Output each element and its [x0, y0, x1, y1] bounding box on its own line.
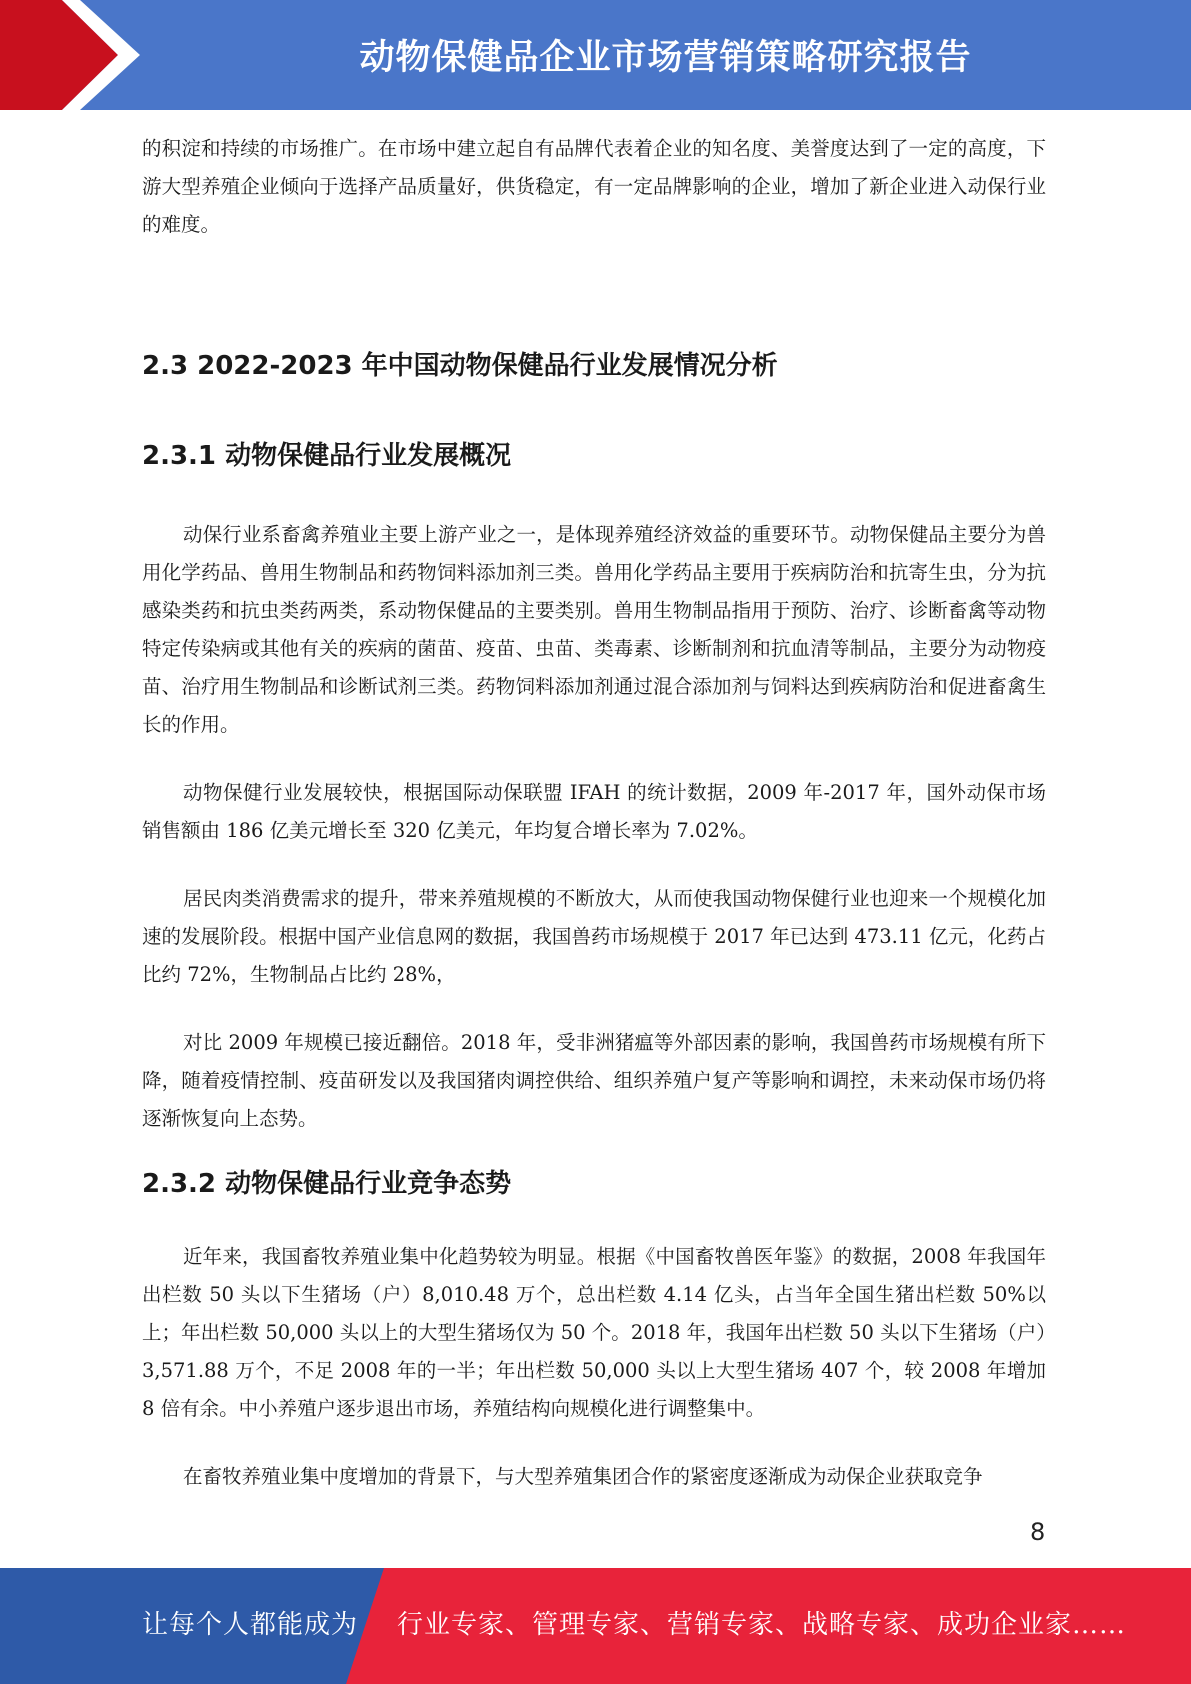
subsection-heading-2-3-2: 2.3.2 动物保健品行业竞争态势 — [142, 1169, 512, 1199]
page-header — [0, 0, 1191, 110]
paragraph: 动保行业系畜禽养殖业主要上游产业之一，是体现养殖经济效益的重要环节。动物保健品主要分为兽用化学药品、兽用生物制品和药物饲料添加剂三类。兽用化学药品主要用于疾病防治和抗寄生虫，分为抗感染类药和抗虫类药两类，系动物保健品的主要类别。兽用生物制品指用于预防、治疗、诊断畜禽等动物特定传染病或其他有关的疾病的菌苗、疫苗、虫苗、类毒素、诊断制剂和抗血清等制品，主要分为动物疫苗、治疗用生物制品和诊断试剂三类。药物饲料添加剂通过混合添加剂与饲料达到疾病防治和促进畜禽生长的作用。 — [142, 523, 1046, 736]
paragraph: 在畜牧养殖业集中度增加的背景下，与大型养殖集团合作的紧密度逐渐成为动保企业获取竞争 — [183, 1465, 983, 1488]
footer-slogan-left: 让每个人都能成为 — [142, 1610, 359, 1640]
report-title: 动物保健品企业市场营销策略研究报告 — [359, 38, 972, 78]
paragraph: 动物保健行业发展较快，根据国际动保联盟 IFAH 的统计数据，2009 年-2017 年，国外动保市场销售额由 186 亿美元增长至 320 亿美元，年均复合增长率为 7.02%。 — [142, 781, 1046, 842]
page-number: 8 — [1030, 1518, 1046, 1546]
header-chevron-decoration — [0, 0, 160, 110]
paragraph: 居民肉类消费需求的提升，带来养殖规模的不断放大，从而使我国动物保健行业也迎来一个规模化加速的发展阶段。根据中国产业信息网的数据，我国兽药市场规模于 2017 年已达到 473.11 亿元，化药占比约 72%，生物制品占比约 28%， — [142, 887, 1046, 986]
paragraph: 近年来，我国畜牧养殖业集中化趋势较为明显。根据《中国畜牧兽医年鉴》的数据，2008 年我国年出栏数 50 头以下生猪场（户）8,010.48 万个，总出栏数 4.14 亿头，占当年全国生猪出栏数 50%以上；年出栏数 50,000 头以上的大型生猪场仅为 50 个。2018 年，我国年出栏数 50 头以下生猪场（户）3,571.88 万个，不足 2008 年的一半；年出栏数 50,000 头以上大型生猪场 407 个，较 2008 年增加 8 倍有余。中小养殖户逐步退出市场，养殖结构向规模化进行调整集中。 — [142, 1245, 1046, 1420]
footer-slogan-right: 行业专家、管理专家、营销专家、战略专家、成功企业家…… — [397, 1610, 1127, 1640]
intro-paragraph: 的积淀和持续的市场推广。在市场中建立起自有品牌代表着企业的知名度、美誉度达到了一定的高度，下游大型养殖企业倾向于选择产品质量好，供货稳定，有一定品牌影响的企业，增加了新企业进入动保行业的难度。 — [142, 137, 1046, 236]
page-footer — [0, 1568, 1191, 1684]
section-heading-2-3: 2.3 2022-2023 年中国动物保健品行业发展情况分析 — [142, 351, 778, 381]
page-content — [142, 130, 1046, 1496]
subsection-heading-2-3-1: 2.3.1 动物保健品行业发展概况 — [142, 441, 512, 471]
paragraph: 对比 2009 年规模已接近翻倍。2018 年，受非洲猪瘟等外部因素的影响，我国兽药市场规模有所下降，随着疫情控制、疫苗研发以及我国猪肉调控供给、组织养殖户复产等影响和调控，未来动保市场仍将逐渐恢复向上态势。 — [142, 1031, 1046, 1130]
